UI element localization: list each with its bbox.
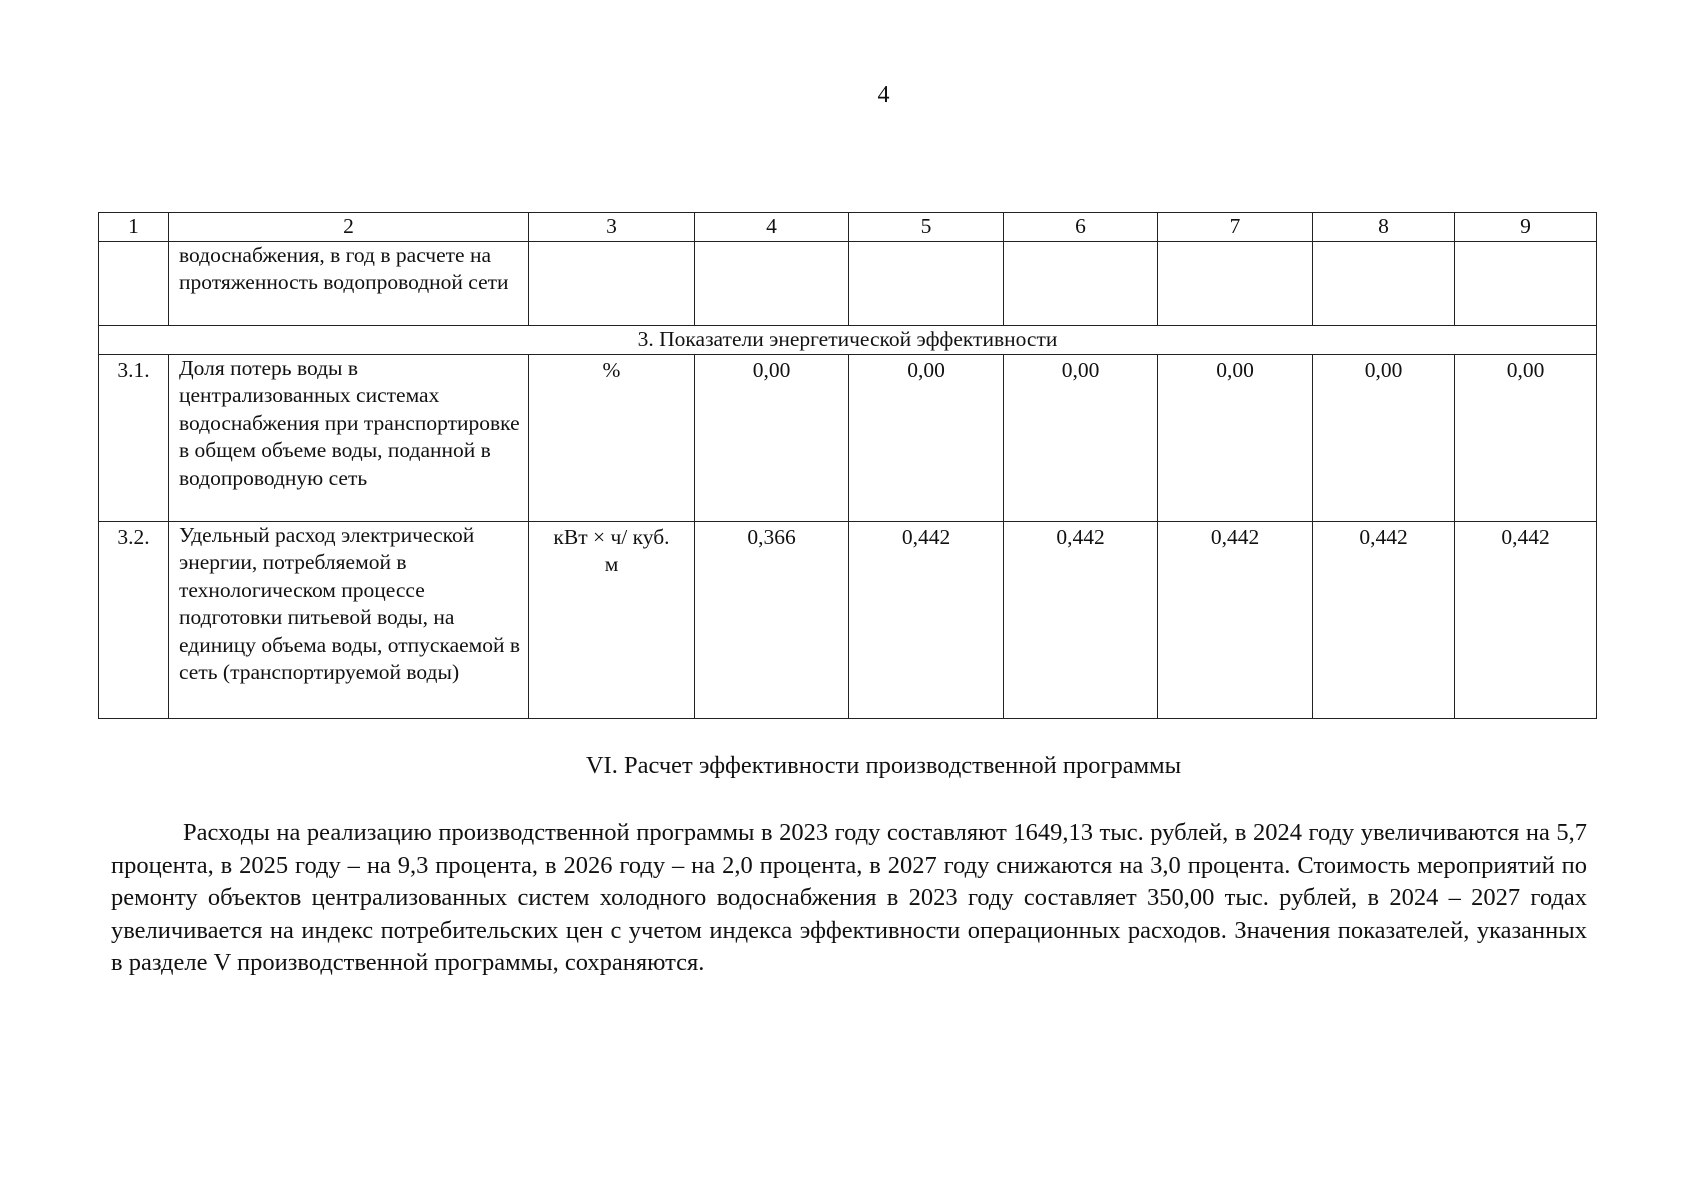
value-cell: 0,00 — [695, 354, 849, 521]
value-cell: 0,442 — [849, 521, 1004, 718]
section-heading-cell: 3. Показатели энергетической эффективности — [99, 325, 1597, 354]
body-paragraph: Расходы на реализацию производственной программы в 2023 году составляют 1649,13 тыс. рублей, в 2024 году увеличиваются на 5,7 процента, в 2025 году – на 9,3 процента, в 2026 году – на 2,0 процента, в 2027 году снижаются на 3,0 процента. Стоимость мероприятий по ремонту объектов централизованных систем холодного водоснабжения в 2023 году составляет 350,00 тыс. рублей, в 2024 – 2027 годах увеличивается на индекс потребительских цен с учетом индекса эффективности операционных расходов. Значения показателей, указанных в разделе V производственной программы, сохраняются. — [111, 819, 1587, 976]
value-cell: 0,366 — [695, 521, 849, 718]
value-cell — [1004, 241, 1158, 325]
column-header: 4 — [695, 213, 849, 242]
value-cell — [1313, 241, 1455, 325]
value-cell: 0,00 — [1158, 354, 1313, 521]
column-header: 3 — [529, 213, 695, 242]
column-header: 1 — [99, 213, 169, 242]
indicator-name: водоснабжения, в год в расчете на протяженность водопроводной сети — [169, 241, 529, 325]
row-number: 3.1. — [99, 354, 169, 521]
column-header: 8 — [1313, 213, 1455, 242]
column-header: 9 — [1455, 213, 1597, 242]
value-cell: 0,00 — [1004, 354, 1158, 521]
row-number: 3.2. — [99, 521, 169, 718]
value-cell: 0,442 — [1455, 521, 1597, 718]
unit-cell: % — [529, 354, 695, 521]
row-number — [99, 241, 169, 325]
value-cell — [849, 241, 1004, 325]
column-header: 6 — [1004, 213, 1158, 242]
indicator-name: Доля потерь воды в централизованных системах водоснабжения при транспортировке в общем объеме воды, поданной в водопроводную сеть — [169, 354, 529, 521]
value-cell: 0,442 — [1313, 521, 1455, 718]
value-cell — [1455, 241, 1597, 325]
table-header-row — [99, 213, 1597, 242]
value-cell — [695, 241, 849, 325]
section-title: VI. Расчет эффективности производственной программы — [585, 752, 1182, 779]
column-header: 2 — [169, 213, 529, 242]
unit-cell — [529, 241, 695, 325]
column-header: 5 — [849, 213, 1004, 242]
page-number: 4 — [877, 82, 890, 108]
table-section-row — [99, 325, 1597, 354]
indicators-table — [98, 212, 1597, 719]
table-row — [99, 521, 1597, 718]
column-header: 7 — [1158, 213, 1313, 242]
value-cell: 0,442 — [1004, 521, 1158, 718]
value-cell: 0,00 — [1455, 354, 1597, 521]
unit-cell: кВт × ч/ куб. м — [529, 521, 695, 718]
table-row — [99, 354, 1597, 521]
indicator-name: Удельный расход электрической энергии, потребляемой в технологическом процессе подготовки питьевой воды, на единицу объема воды, отпускаемой в сеть (транспортируемой воды) — [169, 521, 529, 718]
value-cell: 0,442 — [1158, 521, 1313, 718]
value-cell: 0,00 — [849, 354, 1004, 521]
value-cell — [1158, 241, 1313, 325]
value-cell: 0,00 — [1313, 354, 1455, 521]
table-row — [99, 241, 1597, 325]
